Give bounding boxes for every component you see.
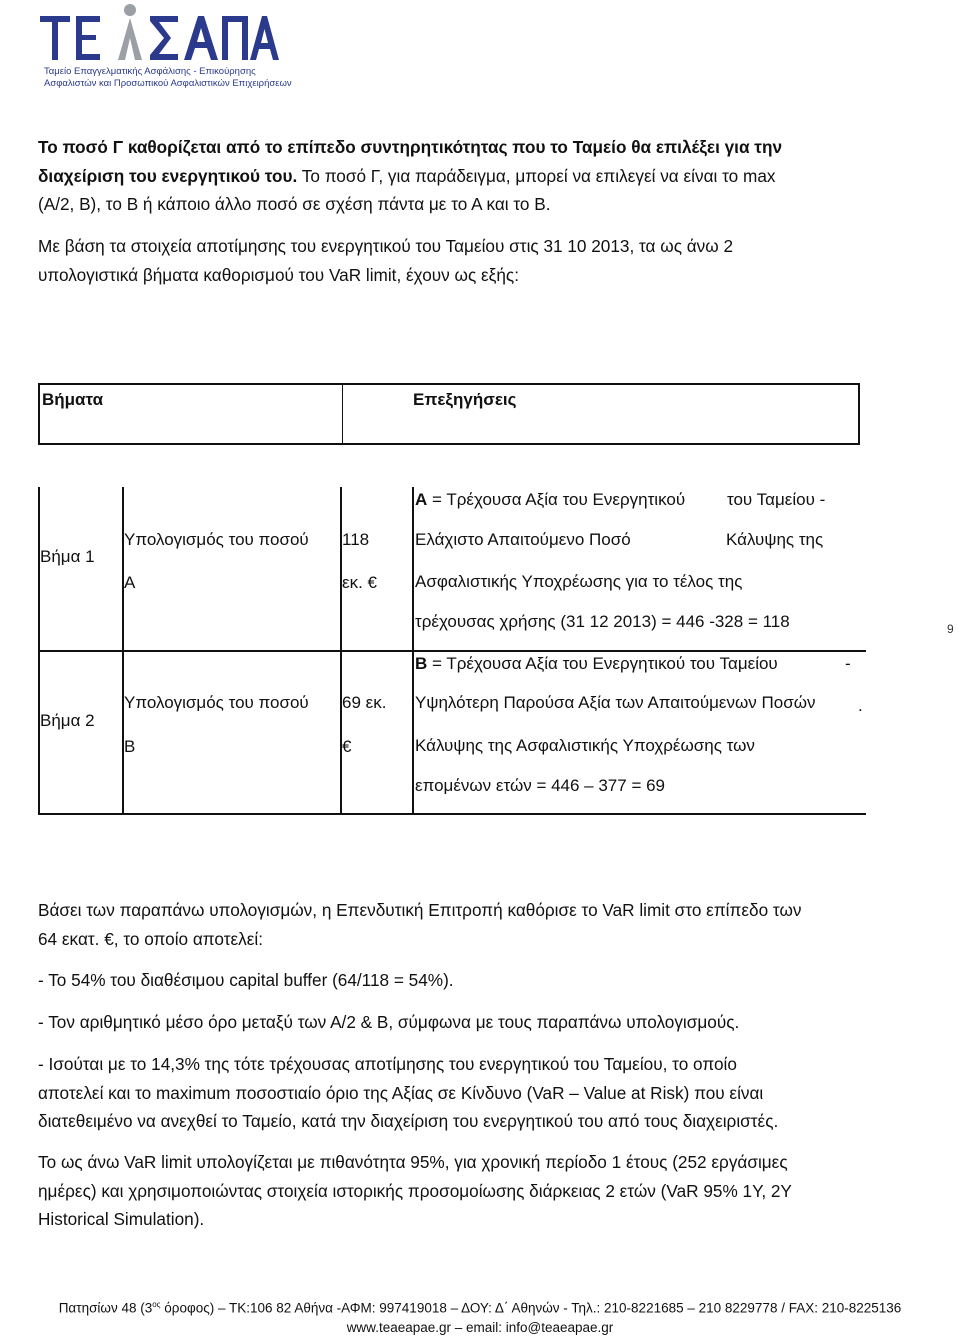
- table-row-divider: [38, 650, 866, 652]
- basis-paragraph: [38, 232, 904, 289]
- var-paragraph: Το ως άνω VaR limit υπολογίζεται με πιθανότητα 95%, για χρονική περίοδο 1 έτους (252 εργάσιμες ημέρες) και χρησιμοποιώντας στοιχεία ιστορικής προσομοίωσης διάρκειας 2 ετών (VaR 95% 1Y, 2Y Historical Simulation).: [38, 1152, 792, 1229]
- intro-paragraph: [38, 133, 904, 219]
- logo-wordmark-graphic: [38, 2, 288, 64]
- step-calc-line2: Β: [124, 737, 136, 756]
- organization-logo: [38, 0, 292, 92]
- step-expl-line3: Ασφαλιστικής Υποχρέωσης για το τέλος της: [415, 572, 743, 591]
- step-amount-line1: 118: [342, 530, 370, 549]
- step-calc-line2: Α: [124, 573, 136, 592]
- step-calc-line1: Υπολογισμός του ποσού: [124, 693, 309, 712]
- bullet-1: - Το 54% του διαθέσιμου capital buffer (64/118 = 54%).: [38, 970, 454, 990]
- step-expl-line2b: Κάλυψης της: [726, 530, 824, 549]
- table-border-bottom: [38, 813, 866, 815]
- step-amount-line1: 69 εκ.: [342, 693, 387, 712]
- step-expl-line1: Α = Τρέχουσα Αξία του Ενεργητικού: [415, 490, 686, 509]
- header-explanations: Επεξηγήσεις: [413, 390, 517, 409]
- step-amount-line2: εκ. €: [342, 573, 377, 592]
- step-expl-line1-right: του Ταμείου -: [727, 490, 826, 509]
- conclusion-line-1: Βάσει των παραπάνω υπολογισμών, η Επενδυτική Επιτροπή καθόρισε το VaR limit στο επίπεδο των: [38, 900, 802, 920]
- step-amount-line2: €: [342, 737, 352, 756]
- intro-line-1: Το ποσό Γ καθορίζεται από το επίπεδο συντηρητικότητας που το Ταμείο θα επιλέξει για την: [38, 137, 783, 157]
- step-expl-line2b: .: [858, 696, 863, 715]
- logo-subtitle-2: Ασφαλιστών και Προσωπικού Ασφαλιστικών Επιχειρήσεων: [44, 78, 292, 89]
- basis-line-2: υπολογιστικά βήματα καθορισμού του VaR limit, έχουν ως εξής:: [38, 264, 519, 285]
- step-expl-line4: τρέχουσας χρήσης (31 12 2013) = 446 -328 = 118: [415, 612, 790, 631]
- step-label: Βήμα 1: [40, 547, 95, 566]
- logo-subtitle-1: Ταμείο Επαγγελματικής Ασφάλισης - Επικούρησης: [44, 66, 256, 77]
- step-expl-line1-right: -: [845, 654, 851, 673]
- logo-wordmark: [38, 2, 288, 75]
- intro-line-3: (Α/2, Β), το Β ή κάποιο άλλο ποσό σε σχέση πάντα με το Α και το Β.: [38, 194, 551, 214]
- basis-line-1: Με βάση τα στοιχεία αποτίμησης του ενεργητικού του Ταμείου στις 31 10 2013, τα ως άνω 2: [38, 236, 734, 256]
- step-expl-line2a: Ελάχιστο Απαιτούμενο Ποσό: [415, 530, 631, 549]
- step-expl-line4: επομένων ετών = 446 – 377 = 69: [415, 776, 666, 795]
- step-label: Βήμα 2: [40, 711, 95, 730]
- footer-address: Πατησίων 48 ($3^{o\varsigma}$ όροφος) – ΤΚ:106 82 Αθήνα -ΑΦΜ: 997419018 – ΔΟΥ: Δ΄ Αθηνών - Τηλ.: 210-8221685 – 210 8229778 / FAX: 210-8225136: [58, 1300, 902, 1316]
- step-calc-line1: Υπολογισμός του ποσού: [124, 530, 309, 549]
- step-expl-line1: Β = Τρέχουσα Αξία του Ενεργητικού του Ταμείου: [415, 654, 778, 673]
- bullet-3: - Ισούται με το 14,3% της τότε τρέχουσας αποτίμησης του ενεργητικού του Ταμείου, το οποίο αποτελεί και το maximum ποσοστιαίο όριο της Αξίας σε Κίνδυνο (VaR – Value at Risk) που είναι διατεθειμένο να ανεχθεί το Ταμείο, κατά την διαχείριση του ενεργητικού του από τους διαχειριστές.: [38, 1054, 779, 1131]
- bullet-2: - Τον αριθμητικό μέσο όρο μεταξύ των Α/2 & Β, σύμφωνα με τους παραπάνω υπολογισμούς.: [38, 1012, 740, 1032]
- header-divider: [342, 385, 343, 443]
- conclusion-paragraph: [38, 896, 904, 953]
- step-expl-line3: Κάλυψης της Ασφαλιστικής Υποχρέωσης των: [415, 736, 755, 755]
- steps-header-table: [38, 383, 860, 445]
- page-number: 9: [947, 622, 954, 636]
- step-expl-line2a: Υψηλότερη Παρούσα Αξία των Απαιτούμενων Ποσών: [415, 693, 816, 712]
- header-steps: Βήματα: [42, 390, 104, 409]
- footer-web: www.teaeapae.gr – email: info@teaeapae.gr: [346, 1320, 614, 1335]
- intro-line-2: διαχείριση του ενεργητικού του. Το ποσό Γ, για παράδειγμα, μπορεί να επιλεγεί να είναι το max: [38, 165, 776, 186]
- conclusion-line-2: 64 εκατ. €, το οποίο αποτελεί:: [38, 928, 264, 949]
